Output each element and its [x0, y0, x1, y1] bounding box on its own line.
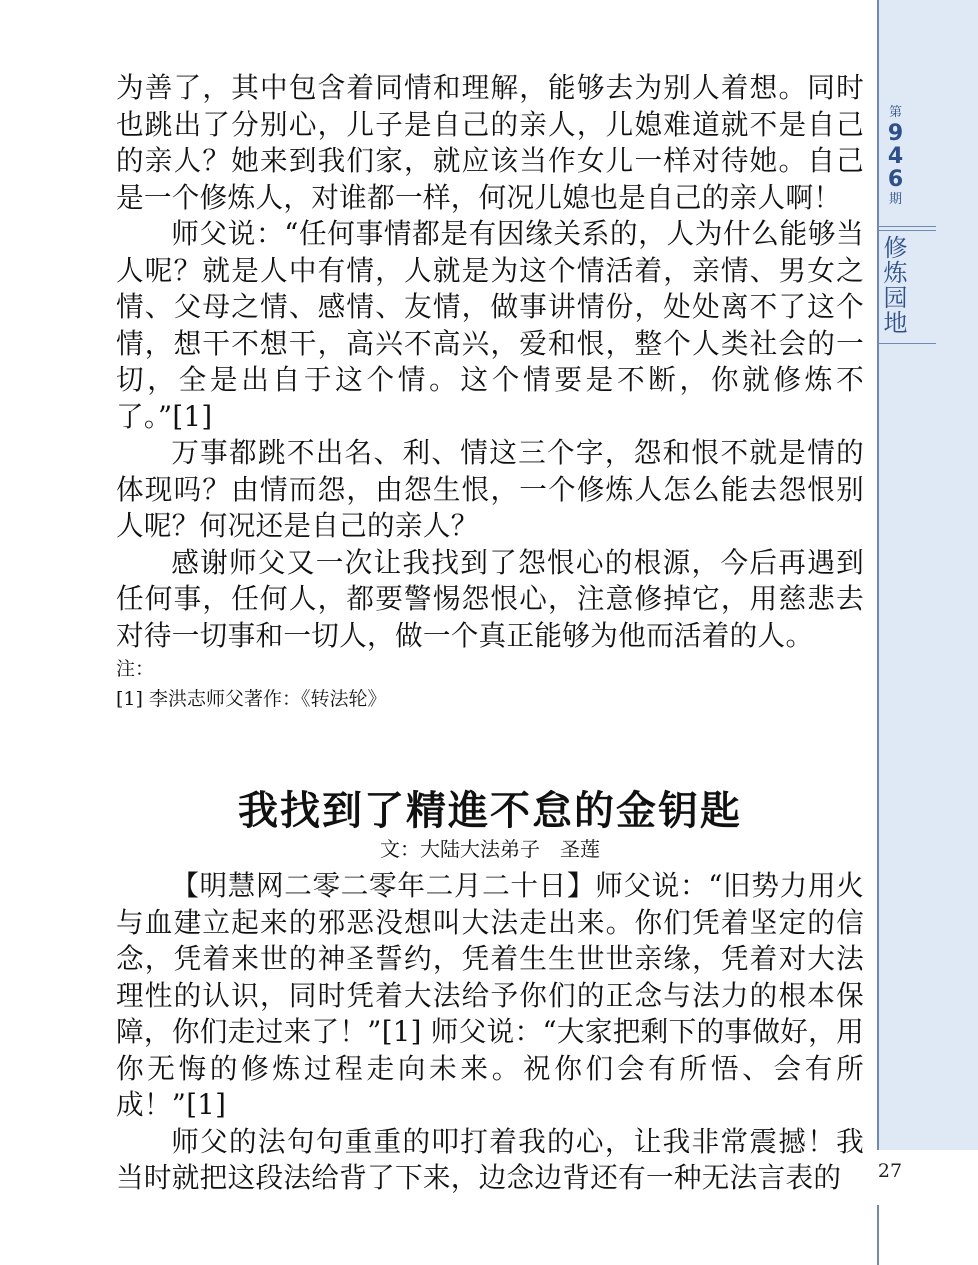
section-char-3: 园: [883, 284, 908, 312]
article1-paragraph-2: 师父说：“任何事情都是有因缘关系的，人为什么能够当人呢？就是人中有情，人就是为这个情活着，亲情、男女之情、父母之情、感情、友情，做事讲情份，处处离不了这个情，想干不想干，高兴不高兴，爱和恨，整个人类社会的一切，全是出自于这个情。这个情要是不断，你就修炼不了。”[1]: [116, 217, 864, 433]
note-label: 注：: [116, 658, 155, 680]
article-byline: 文：大陆大法弟子 圣莲: [380, 837, 600, 861]
note-text: [1] 李洪志师父著作：《转法轮》: [116, 688, 387, 710]
article-title: 我找到了精進不怠的金钥匙: [238, 788, 742, 834]
section-char-1: 修: [883, 234, 908, 262]
section-char-2: 炼: [883, 259, 908, 287]
sidebar-divider-bottom: [879, 343, 936, 344]
article1-paragraph-1: 为善了，其中包含着同情和理解，能够去为别人着想。同时也跳出了分别心，儿子是自己的亲人，儿媳难道就不是自己的亲人？她来到我们家，就应该当作女儿一样对待她。自己是一个修炼人，对谁都一样，何况儿媳也是自己的亲人啊！: [116, 71, 864, 214]
issue-digit-1: 9: [887, 121, 904, 146]
issue-digit-3: 6: [887, 167, 904, 192]
issue-digit-2: 4: [887, 144, 904, 169]
page-number: 27: [877, 1160, 903, 1182]
article1-paragraph-4: 感谢师父又一次让我找到了怨恨心的根源，今后再遇到任何事，任何人，都要警惕怨恨心，注意修掉它，用慈悲去对待一切事和一切人，做一个真正能够为他而活着的人。: [116, 545, 864, 652]
main-column: [116, 70, 864, 1197]
sidebar-divider-top-2: [879, 230, 936, 231]
article1-paragraph-3: 万事都跳不出名、利、情这三个字，怨和恨不就是情的体现吗？由情而怨，由怨生恨，一个修炼人怎么能去怨恨别人呢？何况还是自己的亲人？: [116, 436, 864, 542]
section-char-4: 地: [883, 309, 908, 337]
section-spacer: [116, 714, 864, 786]
article2-paragraph-1: 【明慧网二零二零年二月二十日】师父说：“旧势力用火与血建立起来的邪恶没想叫大法走出来。你们凭着坚定的信念，凭着来世的神圣誓约，凭着生生世世亲缘，凭着对大法理性的认识，同时凭着大法给予你们的正念与法力的根本保障，你们走过来了！”[1] 师父说：“大家把剩下的事做好，用你无悔的修炼过程走向未来。祝你们会有所悟、会有所成！”[1]: [116, 869, 864, 1121]
issue-prefix: 第: [888, 105, 902, 120]
article2-paragraph-2: 师父的法句句重重的叩打着我的心，让我非常震撼！我当时就把这段法给背了下来，边念边背还有一种无法言表的: [116, 1124, 864, 1194]
sidebar-panel: [877, 0, 978, 1150]
issue-number: [879, 104, 912, 222]
section-name: [879, 236, 912, 336]
sidebar-divider-top: [879, 226, 936, 227]
issue-suffix: 期: [888, 192, 902, 207]
margin-rule: [877, 1205, 879, 1265]
